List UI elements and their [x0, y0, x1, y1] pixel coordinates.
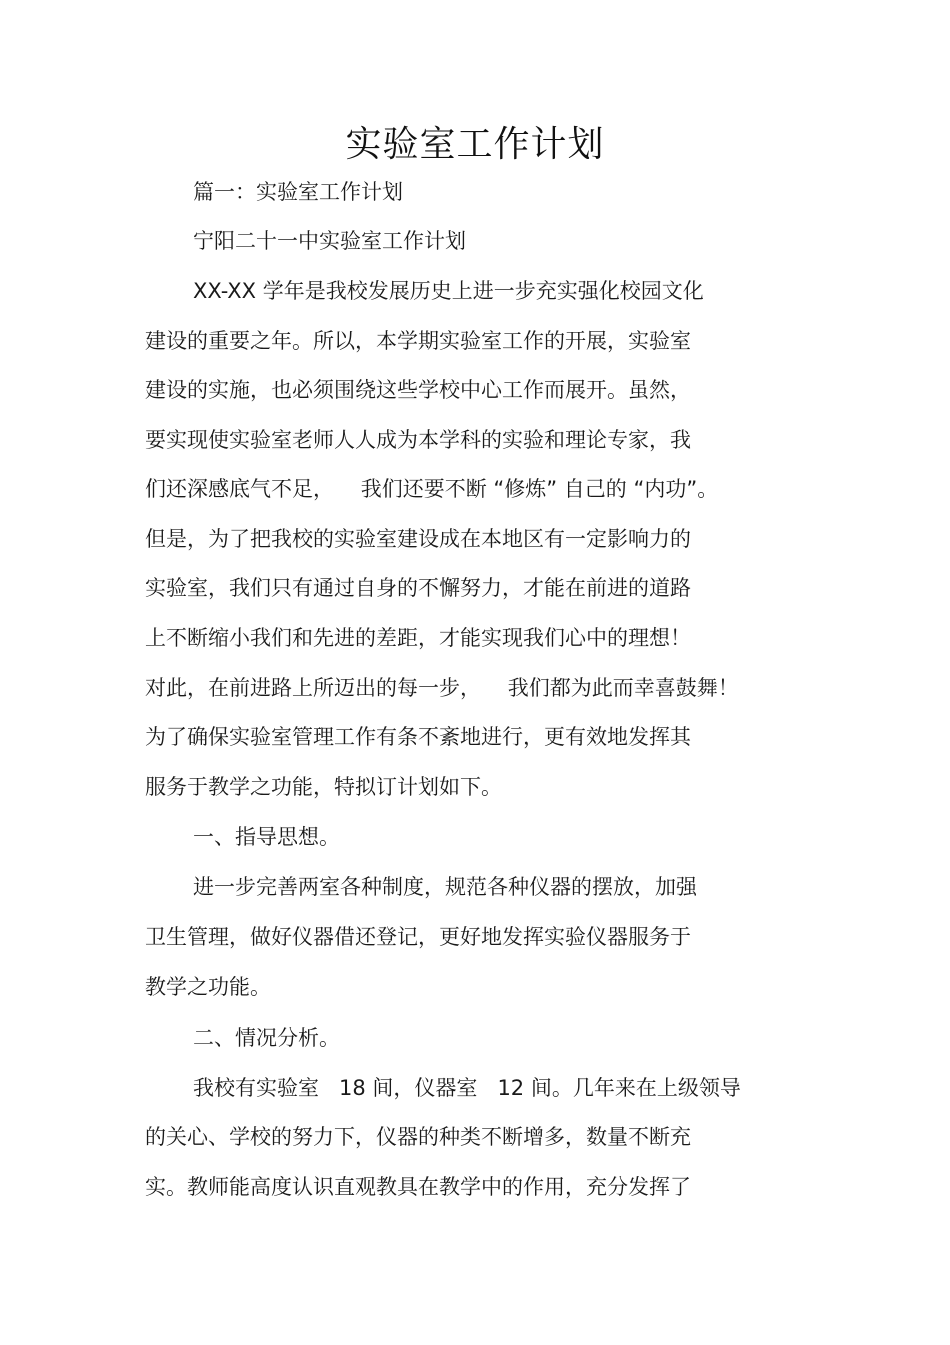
paragraph-line: 的关心、学校的努力下，仪器的种类不断增多，数量不断充	[145, 1125, 691, 1149]
paragraph-line: 建设的重要之年。所以，本学期实验室工作的开展，实验室	[145, 329, 691, 353]
paragraph-line: 为了确保实验室管理工作有条不紊地进行，更有效地发挥其	[145, 725, 691, 749]
paragraph-line: 实验室，我们只有通过自身的不懈努力，才能在前进的道路	[145, 576, 691, 600]
paragraph-line: 卫生管理，做好仪器借还登记，更好地发挥实验仪器服务于	[145, 925, 691, 949]
paragraph-line: 教学之功能。	[145, 975, 271, 999]
paragraph-line: 们还深感底气不足， 我们还要不断 “修炼” 自己的 “内功”。	[145, 477, 719, 501]
paragraph-line: XX-XX 学年是我校发展历史上进一步充实强化校园文化	[193, 279, 704, 303]
document-title: 实验室工作计划	[345, 124, 605, 165]
paragraph-line: 但是，为了把我校的实验室建设成在本地区有一定影响力的	[145, 527, 691, 551]
paragraph-line: 上不断缩小我们和先进的差距，才能实现我们心中的理想！	[145, 626, 691, 650]
paragraph-line: 建设的实施，也必须围绕这些学校中心工作而展开。虽然，	[145, 378, 691, 402]
subtitle: 宁阳二十一中实验室工作计划	[193, 229, 466, 253]
paragraph-line: 服务于教学之功能，特拟订计划如下。	[145, 775, 502, 799]
paragraph-line: 对此，在前进路上所迈出的每一步， 我们都为此而幸喜鼓舞！	[145, 676, 739, 700]
section-heading: 一、指导思想。	[193, 825, 340, 849]
paragraph-line: 进一步完善两室各种制度，规范各种仪器的摆放，加强	[193, 875, 697, 899]
section-heading: 二、情况分析。	[193, 1026, 340, 1050]
paragraph-line: 我校有实验室 18 间，仪器室 12 间。几年来在上级领导	[193, 1076, 741, 1100]
section-heading: 篇一：实验室工作计划	[193, 180, 403, 204]
paragraph-line: 实。教师能高度认识直观教具在教学中的作用，充分发挥了	[145, 1175, 691, 1199]
paragraph-line: 要实现使实验室老师人人成为本学科的实验和理论专家，我	[145, 428, 691, 452]
